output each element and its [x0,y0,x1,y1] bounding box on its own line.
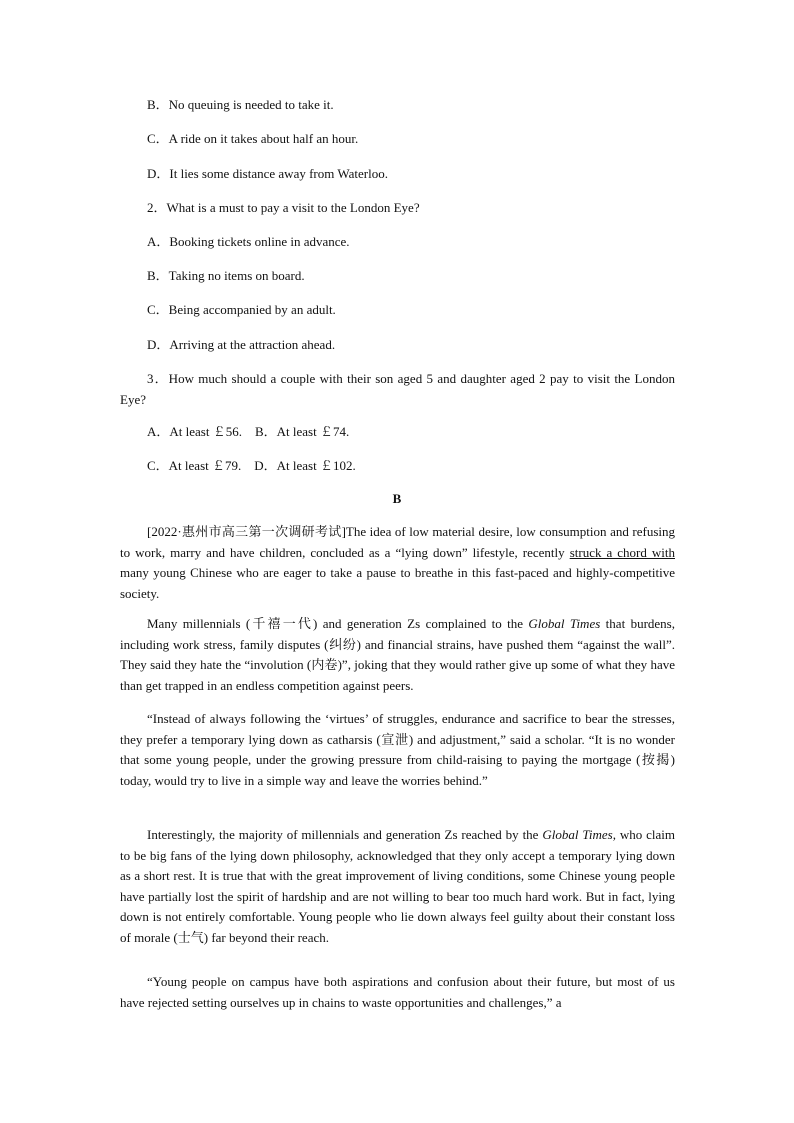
q2-option-d: D．Arriving at the attraction ahead. [147,337,336,352]
paragraph-2-text-b: that burdens, including work stress, family disputes (纠纷) and financial strains, have pushed them “against the wall”. They said they hate the “involution (内卷)”, joking that they would rather give up some of what they have than get trapped in an endless competition against peers. [120,616,675,693]
q2-option-c: C．Being accompanied by an adult. [147,302,336,317]
q1-option-b: B．No queuing is needed to take it. [147,97,334,112]
paragraph-1-text-b: many young Chinese who are eager to take a pause to breathe in this fast-paced and highly-competitive society. [120,565,675,601]
passage-paragraph-4 [120,825,675,949]
q2-option-b: B．Taking no items on board. [147,268,305,283]
q1-option-c: C．A ride on it takes about half an hour. [147,131,359,146]
newspaper-name-2: Global Times, [542,827,616,842]
section-title: B [392,491,402,506]
passage-paragraph-3: “Instead of always following the ‘virtues’ of struggles, endurance and sacrifice to bear the stresses, they prefer a temporary lying down as catharsis (宣泄) and adjustment,” said a scholar. “It is no wonder that some young people, under the growing pressure from child-raising to paying the mortgage (按揭) today, would try to live in a simple way and leave the worries behind.” [120,711,675,788]
paragraph-1-text-a: The idea of low material desire, low consumption and refusing to work, marry and have children, concluded as a “lying down” lifestyle, recently [120,524,675,560]
passage-paragraph-1 [120,522,675,604]
passage-source: [2022·惠州市高三第一次调研考试] [147,524,346,539]
underlined-phrase: struck a chord with [569,544,675,560]
q2-option-a: A．Booking tickets online in advance. [147,234,350,249]
paragraph-4-text-a: Interestingly, the majority of millennials and generation Zs reached by the [147,827,543,842]
q3-stem: 3．How much should a couple with their son aged 5 and daughter aged 2 pay to visit the London Eye? [120,371,675,407]
q1-option-d: D．It lies some distance away from Waterloo. [147,166,388,181]
newspaper-name: Global Times [528,616,601,631]
paragraph-4-text-b: who claim to be big fans of the lying down philosophy, acknowledged that they only accept a temporary lying down as a short rest. It is true that with the great improvement of living conditions, some Chinese young people have partially lost the spirit of hardship and are not willing to bear too much hard work. But in fact, lying down is not entirely comfortable. Young people who lie down always feel guilty about their constant loss of morale (士气) far beyond their reach. [120,827,675,945]
q3-options-ab: A．At least ￡56. B．At least ￡74. [147,424,350,439]
q2-stem: 2．What is a must to pay a visit to the London Eye? [147,200,420,215]
paragraph-2-text-a: Many millennials (千禧一代) and generation Zs complained to the [147,616,529,631]
passage-paragraph-2 [120,614,675,696]
passage-paragraph-5: “Young people on campus have both aspirations and confusion about their future, but most of us have rejected setting ourselves up in chains to waste opportunities and challenges,” a [120,974,675,1010]
q3-options-cd: C．At least ￡79. D．At least ￡102. [147,458,356,473]
